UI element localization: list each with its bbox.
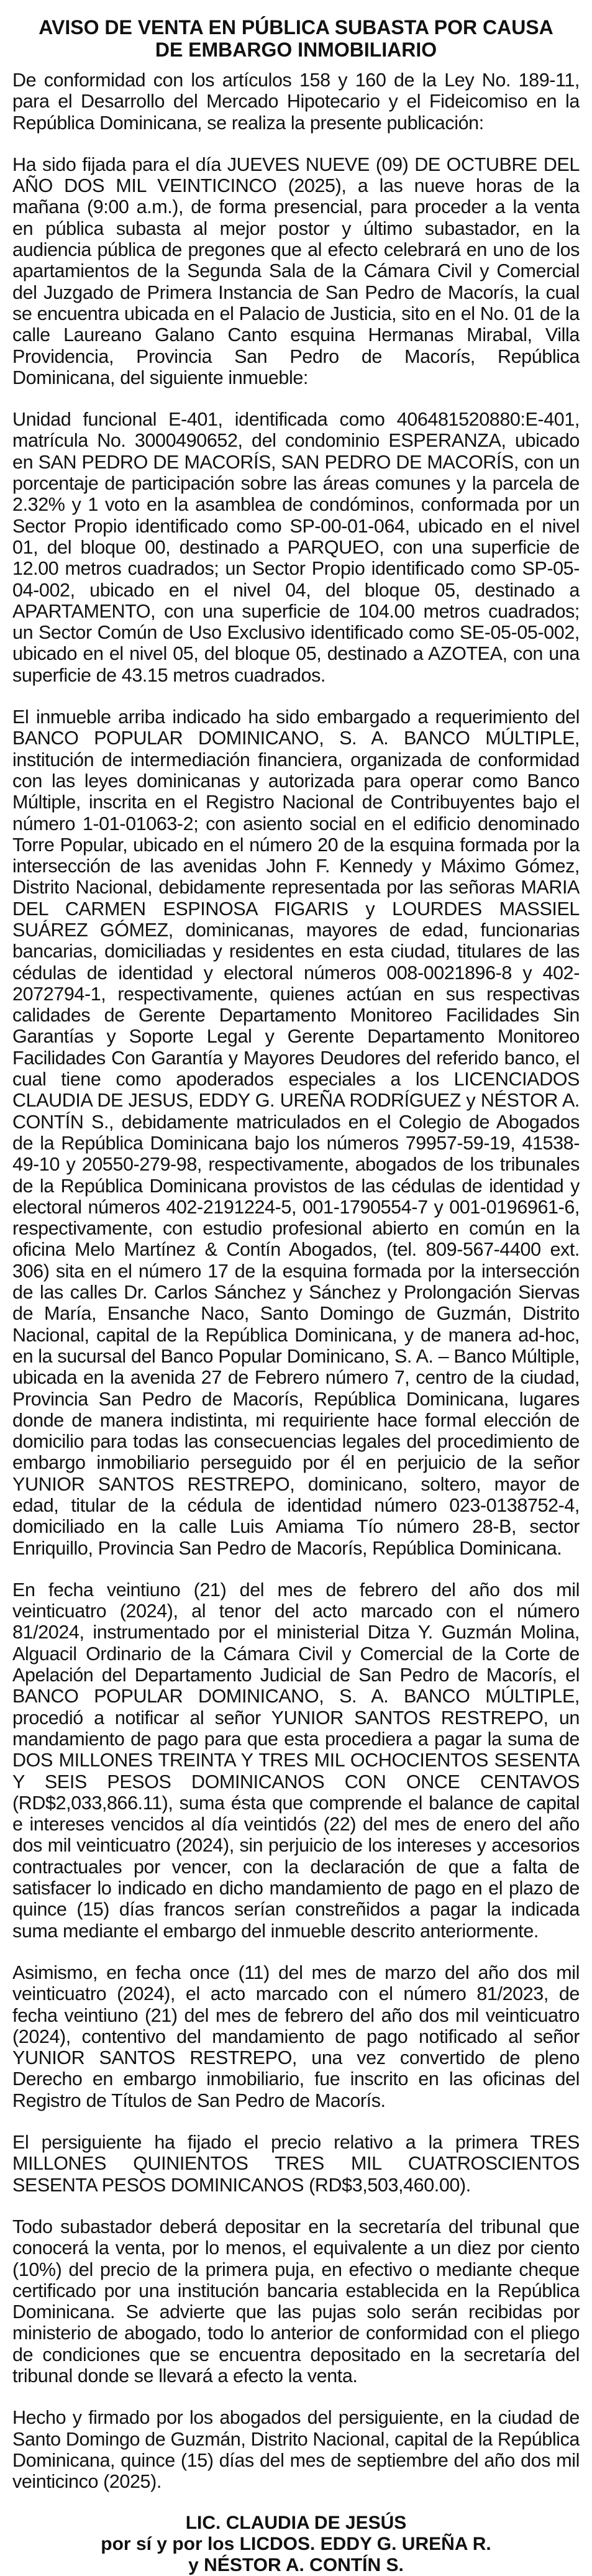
notice-title-line-2: DE EMBARGO INMOBILIARIO: [155, 39, 437, 61]
paragraph-payment-order: En fecha veintiuno (21) del mes de febrero del año dos mil veinticuatro (2024), al tenor del acto marcado con el número 81/2024, instrumentado por el ministerial Ditza Y. Guzmán Molina, Alguacil Ordinario de la Cámara Civil y Comercial de la Corte de Apelación del Departamento Judicial de San Pedro de Macorís, el BANCO POPULAR DOMINICANO, S. A. BANCO MÚLTIPLE, procedió a notificar al señor YUNIOR SANTOS RESTREPO, un mandamiento de pago para que esta procediera a pagar la suma de DOS MILLONES TREINTA Y TRES MIL OCHOCIENTOS SESENTA Y SEIS PESOS DOMINICANOS CON ONCE CENTAVOS (RD$2,033,866.11), suma ésta que comprende el balance de capital e intereses vencidos al día veintidós (22) del mes de enero del año dos mil veinticuatro (2024), sin perjuicio de los intereses y accesorios contractuales por vencer, con la declaración de que a falta de satisfacer lo indicado en dicho mandamiento de pago en el plazo de quince (15) días francos serían constreñidos a pagar la indicada suma mediante el embargo del inmueble descrito anteriormente.: [12, 1579, 580, 1942]
paragraph-price: El persiguiente ha fijado el precio relativo a la primera TRES MILLONES QUINIENTOS TRES MIL CUATROSCIENTOS SESENTA PESOS DOMINICANOS (RD$3,503,460.00).: [12, 2132, 580, 2196]
paragraph-bidding-terms: Todo subastador deberá depositar en la secretaría del tribunal que conocerá la venta, por lo menos, el equivalente a un diez por ciento (10%) del precio de la primera puja, en efectivo o mediante cheque certificado por una institución bancaria establecida en la República Dominicana. Se advierte que las pujas solo serán recibidas por ministerio de abogado, todo lo anterior de conformidad con el pliego de condiciones que se encuentra depositado en la secretaría del tribunal donde se llevará a efecto la venta.: [12, 2216, 580, 2386]
signature-line-1: LIC. CLAUDIA DE JESÚS: [185, 2513, 407, 2534]
signature-line-2: por sí y por los LICDOS. EDDY G. UREÑA R.: [101, 2534, 491, 2555]
paragraph-registration: Asimismo, en fecha once (11) del mes de marzo del año dos mil veinticuatro (2024), el acto marcado con el número 81/2023, de fecha veintiuno (21) del mes de febrero del año dos mil veinticuatro (2024), contentivo del mandamiento de pago notificado al señor YUNIOR SANTOS RESTREPO, una vez convertido de pleno Derecho en embargo inmobiliario, fue inscrito en las oficinas del Registro de Títulos de San Pedro de Macorís.: [12, 1962, 580, 2111]
signature-block: [12, 2513, 580, 2576]
paragraph-closing: Hecho y firmado por los abogados del persiguiente, en la ciudad de Santo Domingo de Guzmán, Distrito Nacional, capital de la República Dominicana, quince (15) días del mes de septiembre del año dos mil veinticinco (2025).: [12, 2407, 580, 2493]
paragraph-creditor-details: El inmueble arriba indicado ha sido embargado a requerimiento del BANCO POPULAR DOMINICANO, S. A. BANCO MÚLTIPLE, institución de intermediación financiera, organizada de conformidad con las leyes dominicanas y autorizada para operar como Banco Múltiple, inscrita en el Registro Nacional de Contribuyentes bajo el número 1-01-01063-2; con asiento social en el edificio denominado Torre Popular, ubicado en el número 20 de la esquina formada por la intersección de las avenidas John F. Kennedy y Máximo Gómez, Distrito Nacional, debidamente representada por las señoras MARIA DEL CARMEN ESPINOSA FIGARIS y LOURDES MASSIEL SUÁREZ GÓMEZ, dominicanas, mayores de edad, funcionarias bancarias, domiciliadas y residentes en esta ciudad, titulares de las cédulas de identidad y electoral números 008-0021896-8 y 402-2072794-1, respectivamente, quienes actúan en sus respectivas calidades de Gerente Departamento Monitoreo Facilidades Sin Garantías y Soporte Legal y Gerente Departamento Monitoreo Facilidades Con Garantía y Mayores Deudores del referido banco, el cual tiene como apoderados especiales a los LICENCIADOS CLAUDIA DE JESUS, EDDY G. UREÑA RODRÍGUEZ y NÉSTOR A. CONTÍN S., debidamente matriculados en el Colegio de Abogados de la República Dominicana bajo los números 79957-59-19, 41538-49-10 y 20550-279-98, respectivamente, abogados de los tribunales de la República Dominicana provistos de las cédulas de identidad y electoral números 402-2191224-5, 001-1790554-7 y 001-0196961-6, respectivamente, con estudio profesional abierto en común en la oficina Melo Martínez & Contín Abogados, (tel. 809-567-4400 ext. 306) sita en el número 17 de la esquina formada por la intersección de las calles Dr. Carlos Sánchez y Sánchez y Prolongación Siervas de María, Ensanche Naco, Santo Domingo de Guzmán, Distrito Nacional, capital de la República Dominicana, y de manera ad-hoc, en la sucursal del Banco Popular Dominicano, S. A. – Banco Múltiple, ubicada en la avenida 27 de Febrero número 7, centro de la ciudad, Provincia San Pedro de Macorís, República Dominicana, lugares donde de manera indistinta, mi requiriente hace formal elección de domicilio para todas las consecuencias legales del procedimiento de embargo inmobiliario perseguido por él en perjuicio de la señor YUNIOR SANTOS RESTREPO, dominicano, soltero, mayor de edad, titular de la cédula de identidad número 023-0138752-4, domiciliado en la calle Luis Amiama Tío número 28-B, sector Enriquillo, Provincia San Pedro de Macorís, República Dominicana.: [12, 706, 580, 1559]
paragraph-legal-basis: De conformidad con los artículos 158 y 160 de la Ley No. 189-11, para el Desarrollo del Mercado Hipotecario y el Fideicomiso en la República Dominicana, se realiza la presente publicación:: [12, 70, 580, 134]
signature-line-3: y NÉSTOR A. CONTÍN S.: [188, 2555, 404, 2576]
paragraph-property-description: Unidad funcional E-401, identificada como 406481520880:E-401, matrícula No. 3000490652, del condominio ESPERANZA, ubicado en SAN PEDRO DE MACORÍS, SAN PEDRO DE MACORÍS, con un porcentaje de participación sobre las áreas comunes y la parcela de 2.32% y 1 voto en la asamblea de condóminos, conformada por un Sector Propio identificado como SP-00-01-064, ubicado en el nivel 01, del bloque 00, destinado a PARQUEO, con una superficie de 12.00 metros cuadrados; un Sector Propio identificado como SP-05-04-002, ubicado en el nivel 04, del bloque 05, destinado a APARTAMENTO, con una superficie de 104.00 metros cuadrados; un Sector Común de Uso Exclusivo identificado como SE-05-05-002, ubicado en el nivel 05, del bloque 05, destinado a AZOTEA, con una superficie de 43.15 metros cuadrados.: [12, 409, 580, 686]
notice-title: [12, 16, 580, 61]
paragraph-auction-date: Ha sido fijada para el día JUEVES NUEVE (09) DE OCTUBRE DEL AÑO DOS MIL VEINTICINCO (2025), a las nueve horas de la mañana (9:00 a.m.), de forma presencial, para proceder a la venta en pública subasta al mejor postor y último subastador, en la audiencia pública de pregones que al efecto celebrará en uno de los apartamientos de la Segunda Sala de la Cámara Civil y Comercial del Juzgado de Primera Instancia de San Pedro de Macorís, la cual se encuentra ubicada en el Palacio de Justicia, sito en el No. 01 de la calle Laureano Galano Canto esquina Hermanas Mirabal, Villa Providencia, Provincia San Pedro de Macorís, República Dominicana, del siguiente inmueble:: [12, 153, 580, 388]
notice-title-line-1: AVISO DE VENTA EN PÚBLICA SUBASTA POR CAUSA: [39, 16, 553, 39]
